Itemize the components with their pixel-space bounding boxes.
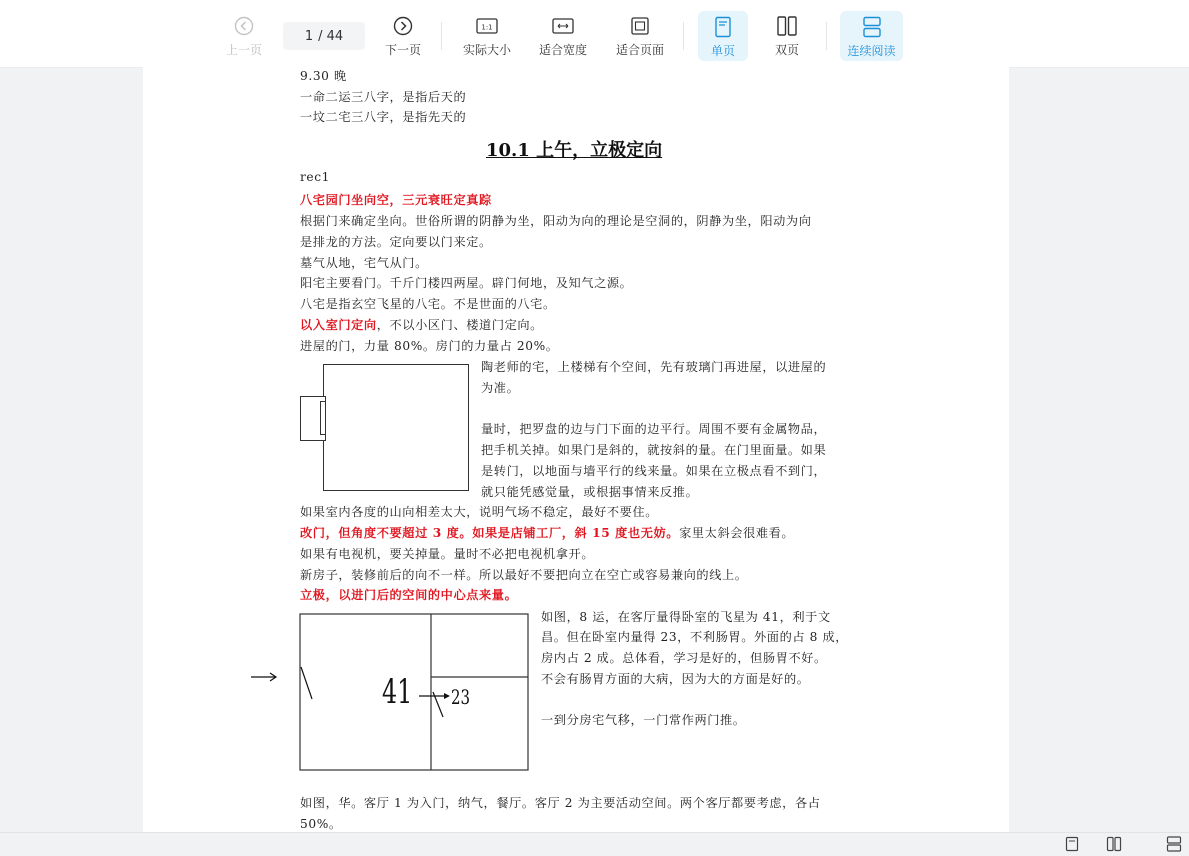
fit-width-button[interactable]: [534, 10, 592, 62]
single-page-icon[interactable]: [1064, 836, 1080, 852]
text-span: 家里太斜会很难看。: [679, 526, 795, 540]
text-line: 一到分房宅气移，一门常作两门推。: [541, 713, 746, 727]
actual-size-icon: [475, 15, 499, 37]
flying-star-number: 23: [451, 685, 471, 709]
continuous-reading-icon[interactable]: [1166, 836, 1182, 852]
next-page-label: 下一页: [384, 43, 421, 57]
toolbar: [0, 0, 1189, 68]
text-span: ，不以小区门、楼道门定向。: [376, 318, 543, 332]
text-line: 是排龙的方法。定向要以门来定。: [300, 235, 492, 249]
text-line: 不会有肠胃方面的大病，因为大的方面是好的。: [541, 672, 810, 686]
text-line: 量时，把罗盘的边与门下面的边平行。周围不要有金属物品，: [481, 422, 827, 436]
text-line: 阳宅主要看门。千斤门楼四两屋。辟门何地，及知气之源。: [300, 276, 633, 290]
text-line: 是转门，以地面与墙平行的线来量。如果在立极点看不到门，: [481, 464, 827, 478]
next-page-button[interactable]: [378, 10, 428, 62]
double-page-icon: [775, 15, 799, 37]
door-frame: [320, 401, 326, 435]
highlight-text: 八宅园门坐向空，三元衰旺定真踪: [300, 193, 492, 207]
fit-page-icon: [628, 15, 652, 37]
fit-width-label: 适合宽度: [538, 43, 587, 57]
single-page-icon: [711, 16, 735, 38]
chevron-left-circle-icon: [232, 15, 256, 37]
text-line: rec1: [300, 170, 331, 184]
fit-page-label: 适合页面: [615, 43, 664, 57]
text-line: 昌。但在卧室内量得 23，不利肠胃。外面的占 8 成，: [541, 630, 849, 644]
svg-text:1:1: 1:1: [481, 23, 493, 32]
single-page-label: 单页: [710, 44, 735, 58]
toolbar-divider: [826, 22, 827, 50]
text-line: 墓气从地，宅气从门。: [300, 256, 428, 270]
text-line: 如果有电视机，要关掉量。量时不必把电视机拿开。: [300, 547, 595, 561]
actual-size-label: 实际大小: [462, 43, 511, 57]
text-line: 根据门来确定坐向。世俗所谓的阴静为坐，阳动为向的理论是空洞的，阴静为坐，阳动为向: [300, 214, 812, 228]
continuous-reading-button[interactable]: [840, 11, 903, 61]
page-current[interactable]: 1: [304, 28, 314, 44]
fit-page-button[interactable]: [611, 10, 669, 62]
fit-width-icon: [551, 15, 575, 37]
highlight-text: 改门，但角度不要超过 3 度。如果是店铺工厂，斜 15 度也无妨。: [300, 526, 680, 540]
double-page-icon[interactable]: [1106, 836, 1122, 852]
text-line: 如图，8 运，在客厅量得卧室的飞星为 41，利于文: [541, 610, 831, 624]
double-page-label: 双页: [774, 43, 799, 57]
text-line: 陶老师的宅，上楼梯有个空间，先有玻璃门再进屋，以进屋的: [481, 360, 827, 374]
text-line: 进屋的门，力量 80%。房门的力量占 20%。: [300, 339, 559, 353]
text-line: 房内占 2 成。总体看，学习是好的，但肠胃不好。: [541, 651, 827, 665]
text-line: 为准。: [481, 381, 520, 395]
text-line: 新房子，装修前后的向不一样。所以最好不要把向立在空亡或容易兼向的线上。: [300, 568, 748, 582]
continuous-reading-label: 连续阅读: [847, 44, 896, 58]
room-diagram-1: [323, 364, 469, 491]
text-line: [300, 316, 543, 333]
toolbar-divider: [441, 22, 442, 50]
page-total: / 44: [318, 28, 344, 44]
single-page-button[interactable]: [698, 11, 748, 61]
prev-page-label: 上一页: [225, 43, 262, 57]
text-line: 一命二运三八字，是指后天的: [300, 90, 467, 104]
text-line: 一坟二宅三八字，是指先天的: [300, 110, 467, 124]
text-line: 如图，华。客厅 1 为入门，纳气，餐厅。客厅 2 为主要活动空间。两个客厅都要考虑，各占: [300, 796, 821, 810]
section-heading: 10.1 上午，立极定向: [486, 140, 663, 161]
text-line: 八宅是指玄空飞星的八宅。不是世面的八宅。: [300, 297, 556, 311]
text-line: 9.30 晚: [300, 69, 347, 83]
double-page-button[interactable]: [762, 10, 812, 62]
text-line: 50%。: [300, 817, 342, 831]
text-line: 如果室内各度的山向相差太大，说明气场不稳定，最好不要住。: [300, 505, 659, 519]
prev-page-button[interactable]: [219, 10, 269, 62]
highlight-text: 以入室门定向: [300, 318, 377, 332]
flying-star-number: 41: [382, 672, 413, 712]
toolbar-divider: [683, 22, 684, 50]
text-line: [300, 524, 794, 541]
chevron-right-circle-icon: [391, 15, 415, 37]
text-line: 就只能凭感觉量，或根据事情来反推。: [481, 485, 699, 499]
text-line: 把手机关掉。如果门是斜的，就按斜的量。在门里面量。如果: [481, 443, 827, 457]
actual-size-button[interactable]: [458, 10, 516, 62]
status-bar: [0, 832, 1189, 853]
document-page: [143, 67, 1009, 832]
page-indicator[interactable]: [283, 22, 365, 50]
continuous-reading-icon: [860, 16, 884, 38]
highlight-text: 立极，以进门后的空间的中心点来量。: [300, 588, 518, 602]
